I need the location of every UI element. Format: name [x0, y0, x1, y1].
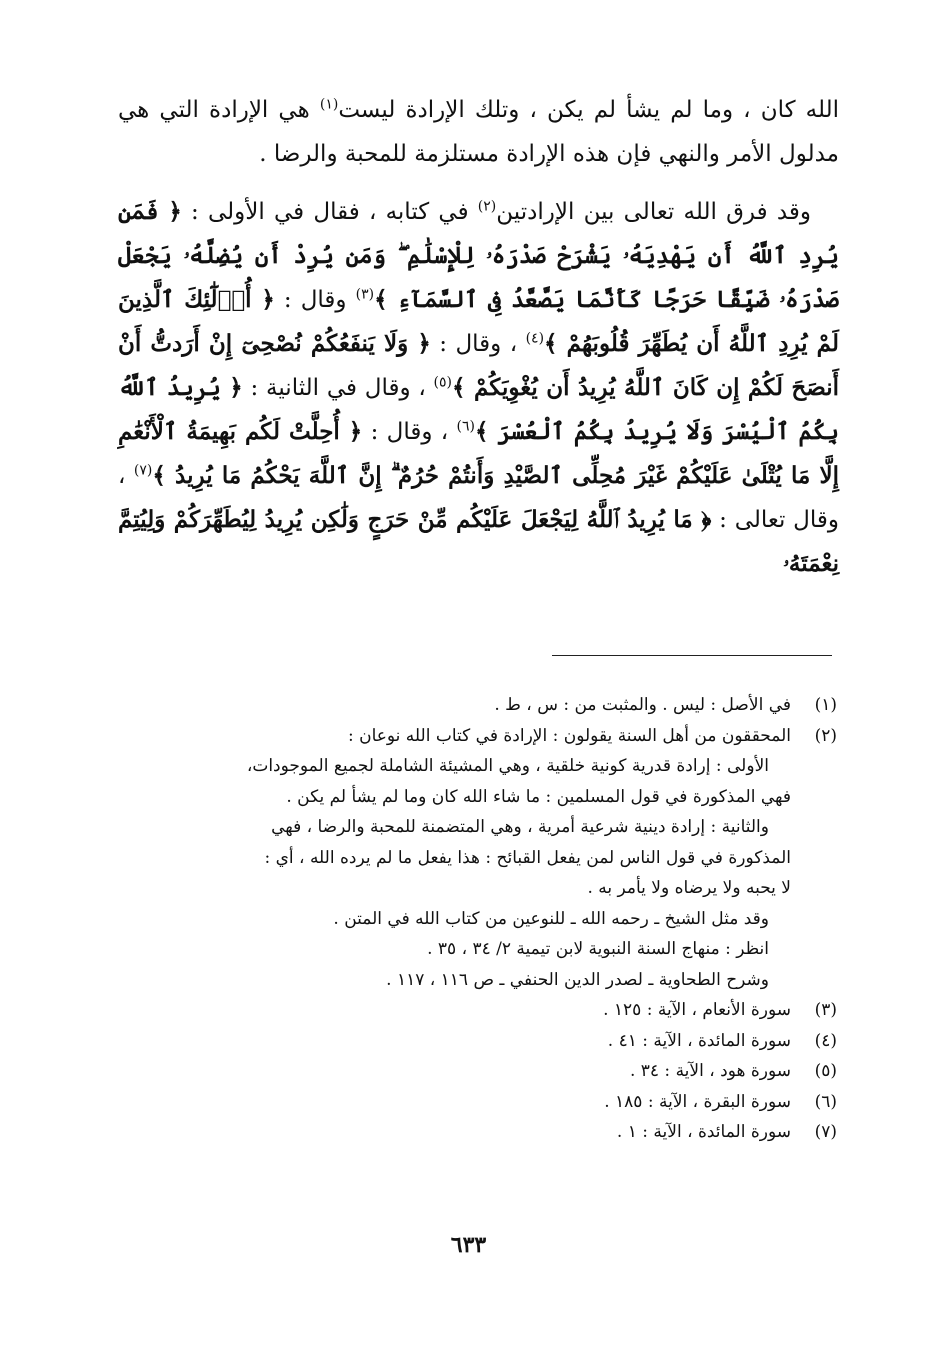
- footnote-text: سورة هود ، الآية : ٣٤ .: [629, 1061, 791, 1081]
- footnote-2: [130, 721, 837, 752]
- footnote-ref-1: (١): [319, 96, 339, 113]
- connector-text-4: ، وقال :: [362, 419, 457, 445]
- footnote-2-line-1: الأولى : إرادة قدرية كونية خلقية ، وهي المشيئة الشاملة لجميع الموجودات،: [246, 756, 769, 776]
- paragraph-1: [118, 88, 839, 176]
- footnote-ref-5: (٥): [433, 374, 453, 391]
- footnote-2-line-4: المذكورة في قول الناس لمن يفعل القبائح : هذا يفعل ما لم يرده الله ، أي :: [264, 847, 791, 868]
- paragraph-2-text-b: في كتابه ، فقال في الأولى :: [181, 199, 478, 225]
- footnote-text: سورة الأنعام ، الآية : ١٢٥ .: [603, 1000, 791, 1020]
- connector-text-3: ، وقال في الثانية :: [242, 375, 434, 401]
- footnote-2-line-8: وشرح الطحاوية ـ لصدر الدين الحنفي ـ ص ١١٦ ، ١١٧ .: [386, 969, 769, 990]
- page-number: ٦٣٣: [450, 1232, 487, 1258]
- footnote-text: في الأصل : ليس . والمثبت من : س ، ط .: [494, 695, 791, 715]
- footnote-number: (٢): [814, 725, 837, 746]
- footnote-5: [130, 1056, 837, 1087]
- connector-text-1: وقال :: [274, 287, 356, 313]
- quran-verse-5: ﴿ أُحِلَّتْ لَكُم بَهِيمَةُ ٱلْأَنْعَٰمِ إِلَّا مَا يُتْلَىٰ عَلَيْكُمْ غَيْرَ مُحِلِّى ٱلصَّيْدِ وَأَنتُمْ حُرُمٌ ۗ إِنَّ ٱللَّهَ يَحْكُمُ مَا يُرِيدُ ﴾: [118, 418, 839, 489]
- quran-verse-6: ﴿ مَا يُرِيدُ ٱللَّهُ لِيَجْعَلَ عَلَيْكُم مِّنْ حَرَجٍ وَلَٰكِن يُرِيدُ لِيُطَهِّرَكُمْ وَلِيُتِمَّ نِعْمَتَهُۥ: [118, 506, 839, 577]
- footnote-divider: [552, 655, 832, 656]
- footnote-2-line-7: انظر : منهاج السنة النبوية لابن تيمية ٢/ ٣٤ ، ٣٥ .: [427, 939, 769, 959]
- footnote-7: [130, 1117, 837, 1148]
- footnote-number: (٥): [814, 1061, 837, 1081]
- footnote-number: (٤): [814, 1030, 837, 1051]
- footnote-ref-4: (٤): [525, 330, 545, 347]
- footnote-2-line-6: وقد مثل الشيخ ـ رحمه الله ـ للنوعين من كتاب الله في المتن .: [333, 908, 769, 929]
- connector-text-5: ، وقال تعالى :: [118, 463, 839, 533]
- quran-verse-1: ﴿ فَمَن يُرِدِ ٱللَّهُ أَن يَهْدِيَهُۥ يَشْرَحْ صَدْرَهُۥ لِلْإِسْلَٰمِ ۖ وَمَن يُرِدْ أَن يُضِلَّهُۥ يَجْعَلْ صَدْرَهُۥ ضَيِّقًا حَرَجًا كَأَنَّمَا يَصَّعَّدُ فِى ٱلسَّمَآءِ ﴾: [118, 198, 839, 313]
- footnote-ref-3: (٣): [355, 286, 375, 303]
- footnote-text: المحققون من أهل السنة يقولون : الإرادة في كتاب الله نوعان :: [347, 725, 791, 746]
- paragraph-2-text-a: وقد فرق الله تعالى بين الإرادتين: [496, 199, 812, 225]
- footnote-number: (٣): [814, 1000, 837, 1020]
- quran-verse-2: ﴿ أُو۟لَٰٓئِكَ ٱلَّذِينَ لَمْ يُرِدِ ٱللَّهُ أَن يُطَهِّرَ قُلُوبَهُمْ ﴾: [118, 286, 839, 357]
- footnote-2-line-2: فهي المذكورة في قول المسلمين : ما شاء الله كان وما لم يشأ لم يكن .: [286, 786, 791, 807]
- paragraph-2: [118, 190, 839, 586]
- footnote-number: (٦): [814, 1091, 837, 1112]
- paragraph-1-text-a: الله كان ، وما لم يشأ لم يكن ، وتلك الإرادة ليست: [338, 97, 839, 123]
- footnote-ref-7: (٧): [133, 462, 153, 479]
- quran-verse-3: ﴿ وَلَا يَنفَعُكُمْ نُصْحِىٓ إِنْ أَرَدتُّ أَنْ أَنصَحَ لَكُمْ إِن كَانَ ٱللَّهُ يُرِيدُ أَن يُغْوِيَكُمْ ﴾: [118, 330, 840, 401]
- footnote-ref-2: (٢): [477, 198, 497, 215]
- footnote-6: [130, 1087, 837, 1118]
- connector-text-2: ، وقال :: [430, 331, 526, 357]
- footnote-3: [130, 995, 837, 1026]
- footnote-4: [130, 1026, 837, 1057]
- quran-verse-4: ﴿ يُرِيدُ ٱللَّهُ بِكُمُ ٱلْيُسْرَ وَلَا يُرِيدُ بِكُمُ ٱلْعُسْرَ ﴾: [118, 374, 839, 445]
- footnote-text: سورة البقرة ، الآية : ١٨٥ .: [604, 1091, 791, 1112]
- main-text: [118, 88, 839, 586]
- footnotes: [130, 690, 837, 1148]
- footnote-text: سورة المائدة ، الآية : ٤١ .: [607, 1030, 791, 1051]
- footnote-ref-6: (٦): [456, 418, 475, 435]
- paragraph-1-text-b: هي الإرادة التي هي مدلول الأمر والنهي فإن هذه الإرادة مستلزمة للمحبة والرضا .: [118, 97, 839, 167]
- footnote-1: [130, 690, 837, 721]
- footnote-2-line-3: والثانية : إرادة دينية شرعية أمرية ، وهي المتضمنة للمحبة والرضا ، فهي: [271, 817, 769, 837]
- footnote-number: (٧): [814, 1122, 837, 1142]
- footnote-text: سورة المائدة ، الآية : ١ .: [616, 1122, 791, 1142]
- footnote-2-line-5: لا يحبه ولا يرضاه ولا يأمر به .: [587, 878, 791, 898]
- footnote-number: (١): [814, 695, 837, 715]
